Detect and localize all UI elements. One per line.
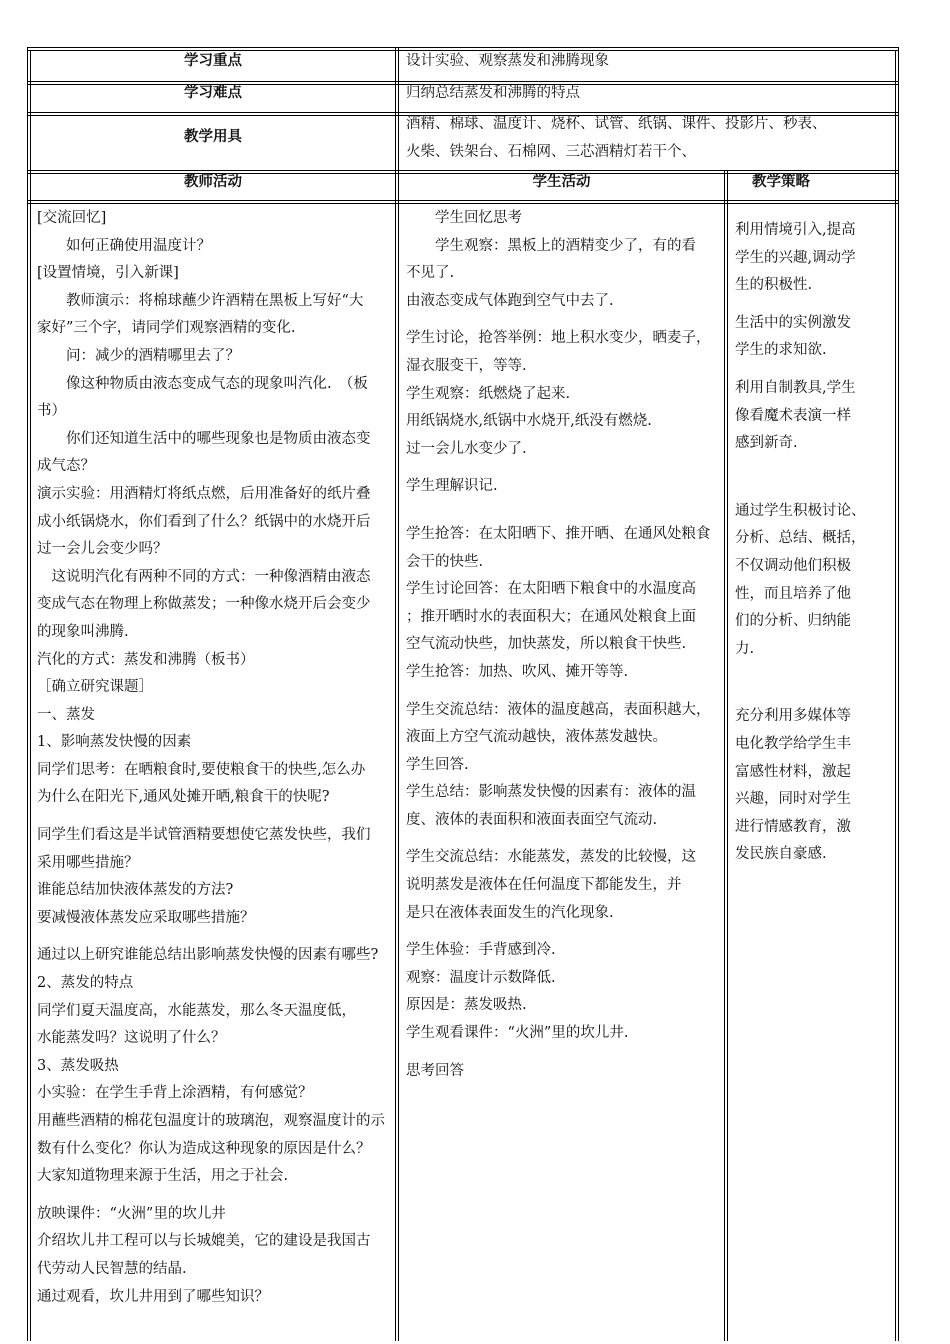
student-text-line <box>406 501 711 511</box>
strategy-text-line <box>735 663 866 673</box>
teacher-text-line: 1、影响蒸发快慢的因素 <box>37 734 192 751</box>
student-text-line: 过一会儿水变少了. <box>406 440 527 457</box>
teacher-text-line <box>37 932 385 942</box>
student-text-line: 观察：温度计示数降低. <box>406 969 556 986</box>
header-content-tools-line: 酒精、棉球、温度计、烧杯、试管、纸锅、课件、投影片、秒表、 <box>406 116 827 132</box>
strategy-text-line <box>735 365 866 375</box>
student-text-line: 不见了. <box>406 265 455 282</box>
strategy-text-line: 进行情感教育，激 <box>735 818 851 835</box>
student-text-line: 学生回答. <box>406 756 469 773</box>
strategy-text-line: 生活中的实例激发 <box>735 314 851 331</box>
strategy-text-line <box>735 468 866 478</box>
teacher-text-line: 水能蒸发吗？这说明了什么？ <box>37 1030 226 1047</box>
header-content-difficulty: 归纳总结蒸发和沸腾的特点 <box>406 85 580 101</box>
teacher-activity-column <box>37 205 385 1311</box>
teacher-text-line: 汽化的方式：蒸发和沸腾（板书） <box>37 651 255 668</box>
teacher-text-line: 成小纸锅烧水，你们看到了什么？纸锅中的水烧开后 <box>37 513 371 530</box>
strategy-text-line <box>735 673 866 683</box>
student-text-line: 学生讨论回答：在太阳晒下粮食中的水温度高 <box>406 581 696 598</box>
teacher-text-line: 放映课件：“火洲”里的坎儿井 <box>37 1205 226 1222</box>
teacher-text-line: 通过观看，坎儿井用到了哪些知识？ <box>37 1288 269 1305</box>
teacher-text-line: 2、蒸发的特点 <box>37 975 134 992</box>
strategy-text-line: 利用情境引入,提高 <box>735 222 856 238</box>
teacher-text-line: 同学们夏天温度高，水能蒸发，那么冬天温度低， <box>37 1002 356 1019</box>
column-header-teacher: 教师活动 <box>184 174 242 190</box>
student-text-line: 会干的快些. <box>406 553 484 570</box>
strategy-text-line: 像看魔术表演一样 <box>735 407 851 424</box>
column-separator <box>727 170 728 1341</box>
strategy-text-line: 学生的兴趣,调动学 <box>735 249 856 266</box>
teacher-text-line: 这说明汽化有两种不同的方式：一种像酒精由液态 <box>37 568 371 585</box>
teacher-text-line: 像这种物质由液态变成气态的现象叫汽化. （板 <box>37 375 368 392</box>
strategy-text-line <box>735 683 866 693</box>
student-text-line: 学生体验：手背感到冷. <box>406 942 556 959</box>
teacher-text-line: 介绍坎儿井工程可以与长城媲美，它的建设是我国古 <box>37 1233 371 1250</box>
student-text-line: 说明蒸发是液体在任何温度下都能发生，并 <box>406 877 682 894</box>
student-text-line: 空气流动快些，加快蒸发，所以粮食干快些. <box>406 636 687 653</box>
strategy-text-line <box>735 693 866 703</box>
column-separator <box>398 47 399 1341</box>
header-label-focus: 学习重点 <box>184 53 242 69</box>
student-text-line: 学生观察：黑板上的酒精变少了，有的看 <box>406 237 696 254</box>
student-text-line: 用纸锅烧水,纸锅中水烧开,纸没有燃烧. <box>406 413 652 430</box>
teacher-text-line: 3、蒸发吸热 <box>37 1057 119 1074</box>
teacher-text-line: ［确立研究课题］ <box>37 679 153 696</box>
teacher-text-line: 同学们思考：在晒粮食时,要使粮食干的快些,怎么办 <box>37 761 366 778</box>
student-text-line <box>406 1048 711 1058</box>
strategy-text-line: 分析、总结、概括， <box>735 530 866 547</box>
column-header-student: 学生活动 <box>532 174 591 190</box>
student-text-line: 度、液体的表面积和液面表面空气流动. <box>406 811 658 828</box>
teacher-text-line: [交流回忆] <box>37 210 107 226</box>
teacher-text-line: 教师演示：将棉球蘸少许酒精在黑板上写好“大 <box>37 292 364 309</box>
student-activity-column <box>406 205 711 1085</box>
strategy-text-line <box>735 488 866 498</box>
strategy-text-line: 富感性材料，激起 <box>735 763 851 780</box>
strategy-text-line: 充分利用多媒体等 <box>735 708 851 725</box>
teacher-text-line: 如何正确使用温度计？ <box>37 237 211 254</box>
strategy-text-line: 不仅调动他们积极 <box>735 557 851 574</box>
teacher-text-line: 数有什么变化？你认为造成这种现象的原因是什么？ <box>37 1140 371 1157</box>
header-content-focus: 设计实验、观察蒸发和沸腾现象 <box>406 53 609 69</box>
student-text-line <box>406 687 711 697</box>
student-text-line: 学生交流总结：水能蒸发，蒸发的比较慢，这 <box>406 849 696 866</box>
student-text-line: 学生回忆思考 <box>406 210 522 226</box>
student-text-line: 学生总结：影响蒸发快慢的因素有：液体的温 <box>406 784 696 801</box>
teacher-text-line <box>37 1191 385 1201</box>
student-text-line: 学生理解识记. <box>406 478 498 495</box>
teacher-text-line: 同学生们看这是半试管酒精要想使它蒸发快些，我们 <box>37 827 371 844</box>
teacher-text-line: 变成气态在物理上称做蒸发；一种像水烧开后会变少 <box>37 596 371 613</box>
strategy-text-line: 电化教学给学生丰 <box>735 735 851 752</box>
teacher-text-line: 问：减少的酒精哪里去了？ <box>37 347 240 364</box>
teacher-text-line: 通过以上研究谁能总结出影响蒸发快慢的因素有哪些? <box>37 947 379 964</box>
student-text-line: 原因是：蒸发吸热. <box>406 997 527 1014</box>
column-separator <box>395 47 396 1341</box>
strategy-text-line <box>735 458 866 468</box>
strategy-text-line: 通过学生积极讨论、 <box>735 502 866 519</box>
header-content-tools-line: 火柴、铁架台、石棉网、三芯酒精灯若干个、 <box>406 144 696 160</box>
teacher-text-line: 要减慢液体蒸发应采取哪些措施？ <box>37 909 255 926</box>
table-border-left-inner <box>30 50 31 1341</box>
teacher-text-line: 过一会儿会变少吗？ <box>37 541 168 558</box>
row-separator <box>27 200 899 201</box>
teacher-text-line: 你们还知道生活中的哪些现象也是物质由液态变 <box>37 430 371 447</box>
strategy-text-line: 力. <box>735 640 755 657</box>
table-border-right <box>898 47 899 1341</box>
student-text-line <box>406 834 711 844</box>
teacher-text-line: 采用哪些措施？ <box>37 854 139 871</box>
strategy-text-line: 感到新奇. <box>735 435 798 452</box>
table-border-right-inner <box>895 50 896 1341</box>
row-separator <box>27 203 899 204</box>
student-text-line: 学生抢答：加热、吹风、摊开等等. <box>406 663 629 680</box>
teacher-text-line: 成气态？ <box>37 458 95 475</box>
student-text-line: 由液态变成气体跑到空气中去了. <box>406 292 614 309</box>
header-label-difficulty: 学习难点 <box>184 85 242 101</box>
student-text-line: 学生抢答：在太阳晒下、推开晒、在通风处粮食 <box>406 525 711 542</box>
column-header-strategy: 教学策略 <box>752 174 810 190</box>
teacher-text-line: 家好”三个字，请同学们观察酒精的变化. <box>37 320 296 337</box>
student-text-line: 学生观看课件：“火洲”里的坎儿井. <box>406 1025 629 1042</box>
student-text-line: ；推开晒时水的表面积大；在通风处粮食上面 <box>406 608 696 625</box>
strategy-text-line: 发民族自豪感. <box>735 846 827 863</box>
column-separator <box>724 170 725 1341</box>
teacher-text-line: 演示实验：用酒精灯将纸点燃，后用准备好的纸片叠 <box>37 485 371 502</box>
teacher-text-line: [设置情境，引入新课] <box>37 265 179 282</box>
teacher-text-line <box>37 812 385 822</box>
student-text-line: 学生交流总结：液体的温度越高，表面积越大， <box>406 701 711 718</box>
teacher-text-line: 用蘸些酒精的棉花包温度计的玻璃泡，观察温度计的示 <box>37 1113 385 1129</box>
strategy-text-line <box>735 478 866 488</box>
strategy-text-line <box>735 300 866 310</box>
student-text-line: 思考回答 <box>406 1062 464 1079</box>
student-text-line <box>406 315 711 325</box>
strategy-text-line: 学生的求知欲. <box>735 342 827 359</box>
student-text-line: 液面上方空气流动越快，液体蒸发越快。 <box>406 729 667 746</box>
strategy-text-line: 性，而且培养了他 <box>735 585 851 602</box>
header-label-tools: 教学用具 <box>184 129 242 145</box>
student-text-line: 湿衣服变干，等等. <box>406 357 527 374</box>
student-text-line: 学生观察：纸燃烧了起来. <box>406 385 571 402</box>
teacher-text-line: 谁能总结加快液体蒸发的方法? <box>37 882 234 899</box>
teacher-text-line: 代劳动人民智慧的结晶. <box>37 1260 187 1277</box>
student-text-line <box>406 463 711 473</box>
strategy-text-line: 们的分析、归纳能 <box>735 613 851 630</box>
student-text-line: 学生讨论，抢答举例：地上积水变少，晒麦子， <box>406 330 711 347</box>
teacher-text-line: 大家知道物理来源于生活，用之于社会. <box>37 1168 289 1185</box>
teacher-text-line: 书） <box>37 403 66 420</box>
teacher-text-line: 为什么在阳光下,通风处摊开晒,粮食干的快呢? <box>37 789 330 806</box>
teacher-text-line: 一、蒸发 <box>37 706 95 723</box>
strategy-text-line: 生的积极性. <box>735 277 813 294</box>
strategy-text-line: 兴趣，同时对学生 <box>735 791 851 808</box>
strategy-text-line: 利用自制教具,学生 <box>735 379 856 396</box>
student-text-line: 是只在液体表面发生的汽化现象. <box>406 904 614 921</box>
student-text-line <box>406 511 711 521</box>
teaching-strategy-column <box>735 217 866 869</box>
student-text-line <box>406 927 711 937</box>
teacher-text-line: 小实验：在学生手背上涂酒精，有何感觉？ <box>37 1085 313 1102</box>
table-border-left <box>27 47 28 1341</box>
teacher-text-line: 的现象叫沸腾. <box>37 623 129 640</box>
